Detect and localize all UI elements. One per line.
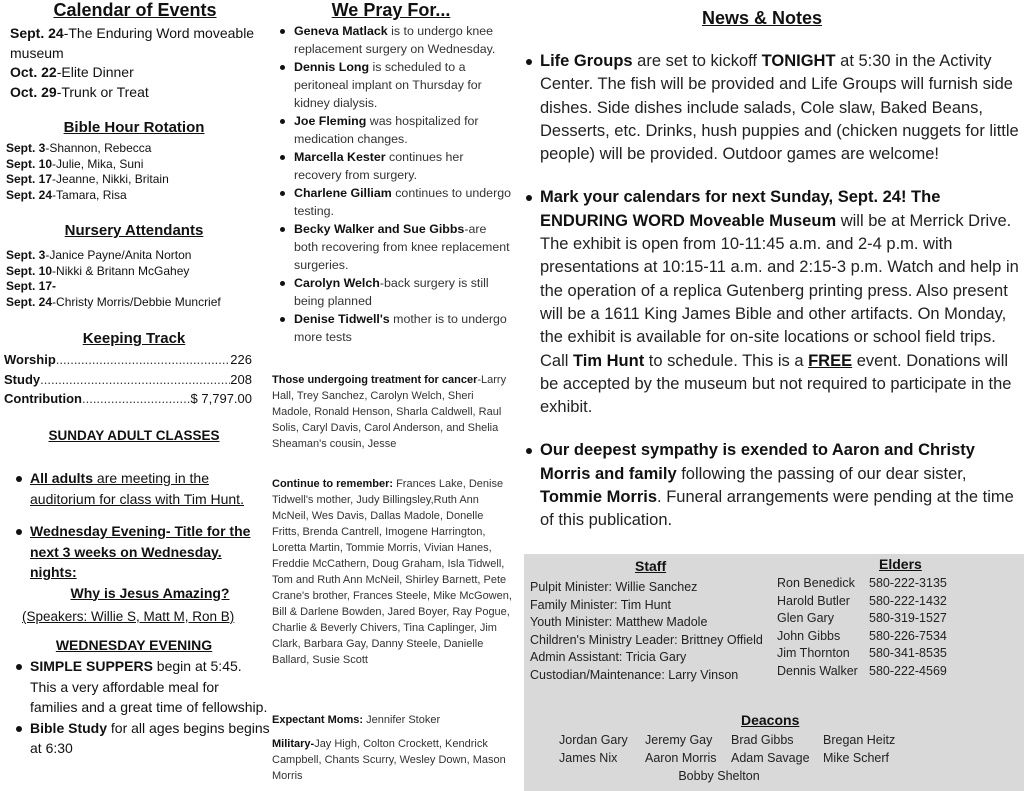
treatment-text: -Larry Hall, Trey Sanchez, Carolyn Welch, Sheri Madole, Ronald Henson, Sharla Caldwell, Raul Solis, Caryl Davis, Carol Anderson, and Shelia Sheaman's cousin, Jesse bbox=[272, 374, 507, 450]
schedule-row bbox=[6, 188, 270, 204]
prayer-text: continues to undergo testing. bbox=[294, 186, 511, 218]
news-text: following the passing of our dear sister, bbox=[676, 464, 967, 483]
list-item bbox=[16, 718, 270, 759]
staff-row: Youth Minister: Matthew Madole bbox=[530, 615, 708, 630]
elder-row bbox=[777, 593, 947, 611]
staff-row: Admin Assistant: Tricia Gary bbox=[530, 650, 687, 665]
elder-name: Ron Benedick bbox=[777, 576, 855, 590]
elder-phone: 580-222-3135 bbox=[869, 576, 947, 590]
news-bold: FREE bbox=[808, 351, 853, 370]
prayer-text: is scheduled to a peritoneal implant on Thursday for kidney dialysis. bbox=[294, 60, 482, 110]
event-text: -Trunk or Treat bbox=[56, 83, 149, 100]
calendar-title: Calendar of Events bbox=[53, 0, 217, 20]
military-label: Military- bbox=[272, 738, 315, 750]
prayer-list bbox=[278, 22, 512, 346]
calendar-event bbox=[10, 63, 272, 83]
bible-study-text: for all ages begins begins at 6:30 bbox=[30, 719, 270, 756]
bible-study-label: Bible Study bbox=[30, 719, 108, 736]
schedule-date: Sept. 3 bbox=[6, 248, 46, 262]
elder-phone: 580-222-1432 bbox=[869, 593, 947, 608]
schedule-text: -Shannon, Rebecca bbox=[45, 141, 152, 155]
news-text: . Funeral arrangements were pending at the time of this publication. bbox=[540, 488, 1014, 530]
list-item bbox=[278, 148, 512, 184]
schedule-date: Sept. 24 bbox=[6, 294, 53, 309]
schedule-text: -Jeanne, Nikki, Britain bbox=[52, 172, 169, 186]
news-bold: Tommie Morris bbox=[540, 488, 658, 507]
pray-title: We Pray For... bbox=[331, 0, 451, 20]
track-value: 208 bbox=[230, 371, 252, 387]
suppers-label: SIMPLE SUPPERS bbox=[30, 658, 153, 674]
remember-text: Frances Lake, Denise Tidwell's mother, Judy Billingsley,Ruth Ann McNeil, Wes Davis, Dallas Madole, Donelle Fritts, Brenda Cantrell, Imogene Harrington, Loretta Martin, Tommie Morris, Vivian Hanes, Freddie McCathern, Doug Graham, Isla Tidwell, Tom and Ruth Ann McNeil, Shirley Barnett, Pete Crane's brother, Frances Steele, Mike McGowen, Bill & Darlene Bowden, Jared Boyer, Ray Pogue, Charlie & Beverly Chivers, Tina Caplinger, Jim Clark, Barbara Gay, Danny Steele, Danielle Ballard, Susie Scott bbox=[272, 478, 512, 666]
list-item bbox=[278, 184, 512, 220]
wednesday-list bbox=[16, 656, 270, 759]
elder-phone: 580-319-1527 bbox=[869, 611, 947, 626]
track-label: Contribution bbox=[4, 391, 82, 406]
schedule-date: Sept. 17 bbox=[6, 172, 53, 186]
track-row bbox=[4, 389, 252, 409]
news-bold: Our deepest sympathy is exended to Aaron and Christy Morris and family bbox=[540, 441, 975, 483]
deacon-row bbox=[559, 750, 889, 768]
schedule-date: Sept. 3 bbox=[6, 141, 46, 155]
elder-name: Dennis Walker bbox=[777, 663, 858, 678]
list-item bbox=[278, 310, 512, 346]
news-item bbox=[524, 439, 1020, 532]
prayer-text: -are both recovering from knee replacement surgeries. bbox=[294, 222, 510, 272]
schedule-date: Sept. 10 bbox=[6, 263, 53, 278]
calendar-event bbox=[10, 24, 272, 63]
staff-row: Family Minister: Tim Hunt bbox=[530, 597, 671, 612]
prayer-text: continues her recovery from surgery. bbox=[294, 150, 464, 182]
left-column bbox=[0, 0, 270, 791]
elder-phone: 580-226-7534 bbox=[869, 628, 947, 643]
elder-phone: 580-222-4569 bbox=[869, 663, 947, 678]
military-text: Jay High, Colton Crockett, Kendrick Campbell, Chants Scurry, Wesley Down, Mason Morris bbox=[272, 738, 506, 782]
bible-hour-list bbox=[6, 141, 270, 203]
moms-label: Expectant Moms: bbox=[272, 714, 364, 726]
news-text: are set to kickoff bbox=[632, 52, 762, 70]
prayer-name: Joe Fleming bbox=[294, 114, 367, 128]
keeping-track-title: Keeping Track bbox=[82, 330, 186, 347]
schedule-row bbox=[6, 172, 270, 188]
adult-classes-list bbox=[16, 468, 270, 603]
deacon-name: Mike Scherf bbox=[823, 751, 889, 765]
middle-column bbox=[270, 0, 512, 791]
elders-list bbox=[777, 575, 947, 681]
bible-hour-title: Bible Hour Rotation bbox=[63, 119, 205, 136]
wednesday-evening-title: WEDNESDAY EVENING bbox=[55, 637, 213, 653]
deacon-name: Jordan Gary bbox=[559, 733, 628, 747]
prayer-name: Denise Tidwell's bbox=[294, 312, 390, 326]
track-label: Worship bbox=[4, 352, 56, 367]
elder-name: Glen Gary bbox=[777, 611, 834, 626]
suppers-text: begin at 5:45. This a very affordable meal for families and a great time of fellowship. bbox=[30, 658, 268, 715]
news-text: event. Donations will be accepted by the museum but not required to participate in the exhibit. bbox=[540, 351, 1012, 417]
nursery-list bbox=[6, 248, 270, 310]
prayer-name: Dennis Long bbox=[294, 60, 370, 74]
track-row bbox=[4, 350, 252, 370]
treatment-paragraph bbox=[272, 372, 512, 452]
elder-name: John Gibbs bbox=[777, 628, 841, 643]
elder-row bbox=[777, 628, 947, 646]
deacon-name: Bregan Heitz bbox=[823, 733, 896, 747]
track-row bbox=[4, 370, 252, 390]
series-title: Why is Jesus Amazing? bbox=[70, 584, 230, 601]
deacons-title: Deacons bbox=[741, 712, 800, 728]
adult-classes-title: SUNDAY ADULT CLASSES bbox=[48, 428, 220, 443]
list-item bbox=[16, 468, 270, 509]
news-bold: Tim Hunt bbox=[573, 351, 645, 370]
nursery-title: Nursery Attendants bbox=[64, 222, 204, 239]
schedule-date: Sept. 17- bbox=[6, 279, 57, 293]
schedule-text: -Julie, Mika, Suni bbox=[52, 156, 144, 171]
elder-row bbox=[777, 610, 947, 628]
staff-row: Children's Ministry Leader: Brittney Offield bbox=[530, 632, 763, 647]
calendar-list bbox=[10, 24, 272, 102]
prayer-text: was hospitalized for medication changes. bbox=[294, 114, 479, 146]
list-item bbox=[278, 58, 512, 112]
elder-row bbox=[777, 663, 947, 681]
prayer-name: Carolyn Welch bbox=[294, 276, 380, 290]
deacon-name: Brad Gibbs bbox=[731, 733, 794, 747]
list-item bbox=[278, 22, 512, 58]
prayer-text: -back surgery is still being planned bbox=[294, 276, 489, 308]
schedule-date: Sept. 10 bbox=[6, 156, 53, 171]
deacon-name: Bobby Shelton bbox=[678, 769, 760, 783]
news-text: to schedule. This is a bbox=[644, 351, 809, 370]
deacon-name: Jeremy Gay bbox=[645, 733, 713, 747]
prayer-name: Geneva Matlack bbox=[294, 24, 388, 38]
keeping-track-list bbox=[4, 350, 252, 409]
elder-name: Harold Butler bbox=[777, 593, 850, 608]
elder-phone: 580-341-8535 bbox=[869, 646, 947, 661]
news-item bbox=[524, 186, 1020, 419]
list-item bbox=[278, 274, 512, 310]
event-date: Oct. 29 bbox=[10, 83, 57, 100]
schedule-text: -Tamara, Risa bbox=[52, 187, 127, 202]
staff-title: Staff bbox=[635, 558, 667, 574]
news-bold: TONIGHT bbox=[761, 52, 836, 70]
news-text: will be at Merrick Drive. The exhibit is open from 10-11:45 a.m. and 2-4 p.m. with presentations at 10:15-11 a.m. and 2:15-3 p.m. Watch and help in the operation of a replica Gutenberg printing press. Also present will be a 1611 King James Bible and other artifacts. On Monday, the exhibit is available for on-site locations or school field trips. Call bbox=[540, 211, 1019, 370]
event-date: Sept. 24 bbox=[10, 25, 64, 41]
news-list bbox=[524, 50, 1020, 553]
track-value: 226 bbox=[230, 352, 252, 367]
track-label: Study bbox=[4, 371, 41, 387]
prayer-name: Charlene Gilliam bbox=[294, 186, 392, 200]
deacon-row bbox=[559, 732, 895, 750]
news-title: News & Notes bbox=[701, 8, 823, 28]
schedule-date: Sept. 24 bbox=[6, 187, 53, 202]
staff-row: Pulpit Minister: Willie Sanchez bbox=[530, 580, 698, 594]
list-item bbox=[16, 521, 270, 603]
prayer-name: Becky Walker and Sue Gibbs bbox=[294, 222, 465, 236]
deacon-name: Adam Savage bbox=[731, 751, 810, 765]
wednesday-title-text: Wednesday Evening- Title for the next 3 weeks on Wednesday. nights: bbox=[30, 523, 251, 580]
calendar-event bbox=[10, 83, 272, 103]
news-bold: Life Groups bbox=[540, 52, 633, 70]
remember-label: Continue to remember: bbox=[272, 478, 394, 490]
military-paragraph bbox=[272, 736, 512, 784]
schedule-text: -Nikki & Britann McGahey bbox=[52, 263, 190, 278]
event-date: Oct. 22 bbox=[10, 64, 57, 80]
prayer-name: Marcella Kester bbox=[294, 150, 386, 164]
adult-all-text: are meeting in the auditorium for class with Tim Hunt. bbox=[30, 470, 244, 507]
event-text: -The Enduring Word moveable museum bbox=[10, 25, 255, 61]
list-item bbox=[278, 220, 512, 274]
staff-box bbox=[524, 554, 1024, 791]
treatment-label: Those undergoing treatment for cancer bbox=[272, 374, 478, 386]
prayer-text: is to undergo knee replacement surgery on Wednesday. bbox=[294, 24, 496, 56]
remember-paragraph bbox=[272, 476, 512, 668]
elder-row bbox=[777, 645, 947, 663]
elder-row bbox=[777, 575, 947, 593]
elder-name: Jim Thornton bbox=[777, 646, 850, 661]
news-item bbox=[524, 50, 1020, 166]
staff-row: Custodian/Maintenance: Larry Vinson bbox=[530, 667, 739, 682]
event-text: -Elite Dinner bbox=[56, 64, 134, 80]
moms-text: Jennifer Stoker bbox=[363, 714, 441, 726]
list-item bbox=[278, 112, 512, 148]
news-bold: Mark your calendars for next Sunday, Sept. 24! The ENDURING WORD Moveable Museum bbox=[540, 188, 941, 230]
prayer-text: mother is to undergo more tests bbox=[294, 312, 507, 344]
schedule-row bbox=[6, 279, 270, 295]
schedule-text: -Janice Payne/Anita Norton bbox=[45, 248, 192, 262]
staff-list bbox=[530, 579, 763, 685]
schedule-row bbox=[6, 141, 270, 157]
news-text: at 5:30 in the Activity Center. The fish will be provided and Life Groups will furnish side dishes. Side dishes include salads, Cole slaw, Baked Beans, Desserts, etc. Drinks, hush puppies and (chicken nuggets for little people) will be provided. Outdoor games are welcome! bbox=[540, 52, 1019, 164]
deacon-name: Aaron Morris bbox=[645, 751, 717, 765]
schedule-text: -Christy Morris/Debbie Muncrief bbox=[52, 294, 221, 309]
list-item bbox=[16, 656, 270, 718]
schedule-row bbox=[6, 295, 270, 311]
adult-all-label: All adults bbox=[30, 470, 94, 486]
elders-title: Elders bbox=[879, 556, 922, 572]
schedule-row bbox=[6, 157, 270, 173]
speakers-text: (Speakers: Willie S, Matt M, Ron B) bbox=[22, 609, 235, 624]
moms-paragraph bbox=[272, 712, 512, 728]
schedule-row bbox=[6, 264, 270, 280]
right-column bbox=[524, 0, 1024, 791]
track-value: $ 7,797.00 bbox=[190, 391, 252, 406]
schedule-row bbox=[6, 248, 270, 264]
deacon-name: James Nix bbox=[559, 751, 618, 765]
